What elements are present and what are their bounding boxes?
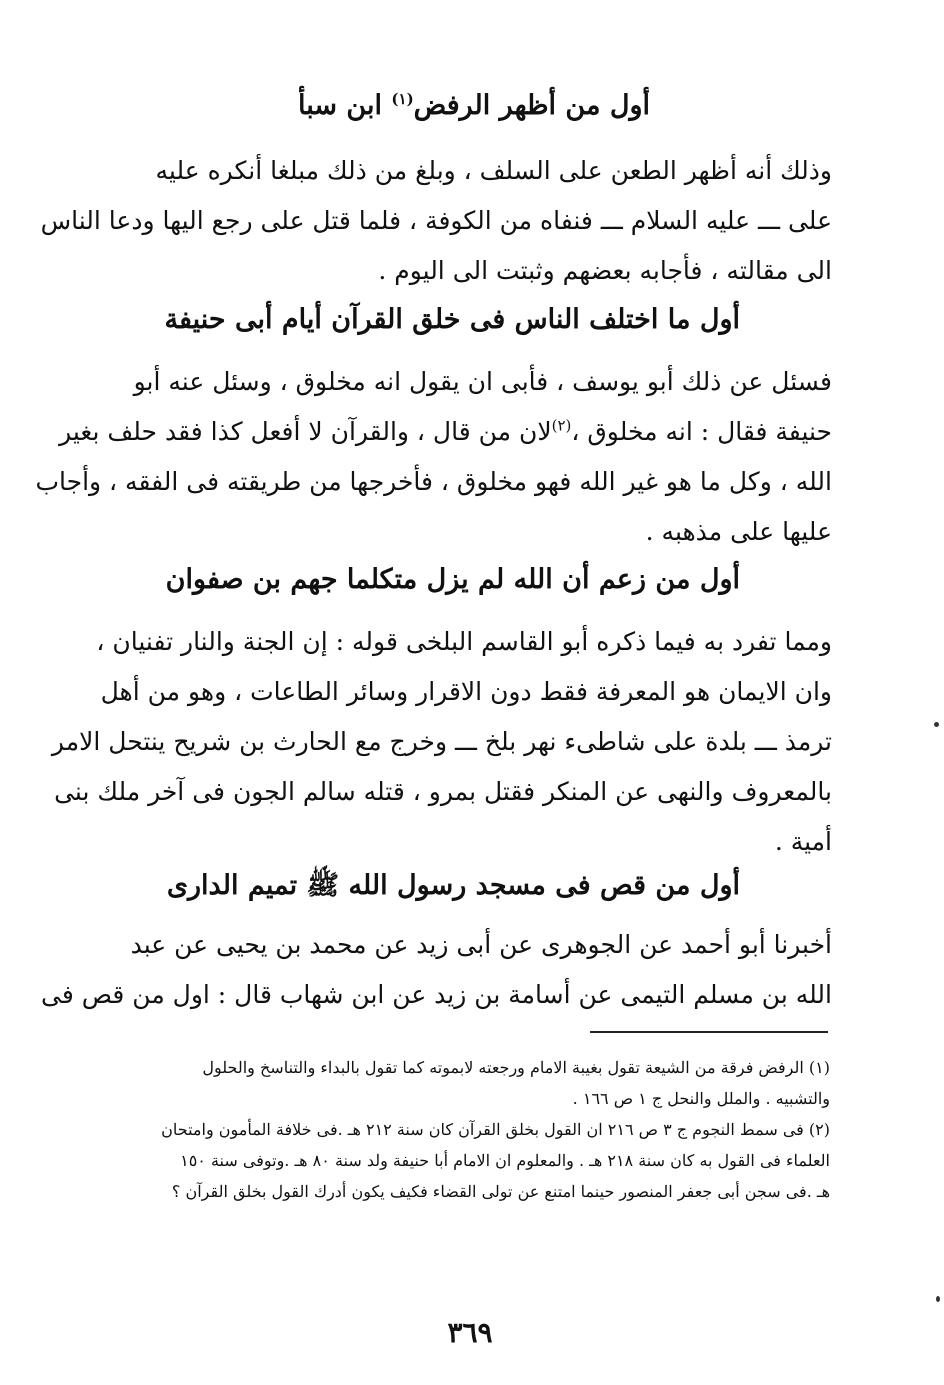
section-heading	[166, 866, 740, 906]
scan-speck	[936, 1296, 940, 1302]
heading-text: أول من قص فى مسجد رسول الله ﷺ تميم الدارى	[166, 870, 740, 901]
text-line: فسئل عن ذلك أبو يوسف ، فأبى ان يقول انه مخلوق ، وسئل عنه أبو	[133, 367, 832, 396]
footnote-line: (١) الرفض فرقة من الشيعة تقول بغيبة الامام ورجعته لابموته كما تقول بالبداء والتناسخ والحلول	[202, 1058, 830, 1077]
text-line: ومما تفرد به فيما ذكره أبو القاسم البلخى قوله : إن الجنة والنار تفنيان ،	[96, 627, 832, 656]
text-segment: حنيفة فقال : انه مخلوق ،	[571, 417, 832, 446]
text-line: على ـــ عليه السلام ـــ فنفاه من الكوفة ، فلما قتل على رجع اليها ودعا الناس	[40, 206, 832, 235]
text-line: عليها على مذهبه .	[645, 517, 832, 546]
section-heading	[164, 300, 740, 340]
paragraph	[40, 146, 832, 296]
paragraph	[51, 617, 832, 867]
text-line: الى مقالته ، فأجابه بعضهم وثبتت الى اليوم .	[378, 256, 832, 285]
heading-text: أول من زعم أن الله لم يزل متكلما جهم بن صفوان	[165, 564, 740, 595]
section-heading	[165, 560, 740, 600]
scan-speck	[934, 722, 939, 727]
paragraph	[35, 357, 832, 557]
footnote-marker: (٢)	[551, 416, 572, 435]
footnote-marker: (١)	[391, 90, 414, 108]
text-line: وان الايمان هو المعرفة فقط دون الاقرار وسائر الطاعات ، وهو من أهل	[100, 677, 832, 706]
heading-text: أول ما اختلف الناس فى خلق القرآن أيام أبى حنيفة	[164, 304, 740, 335]
heading-text-tail: ابن سبأ	[298, 90, 382, 121]
footnotes	[130, 1053, 830, 1208]
page-number: ٣٦٩	[447, 1316, 493, 1349]
footnote-divider	[590, 1031, 828, 1033]
footnote-line: والتشبيه . والملل والنحل ج ١ ص ١٦٦ .	[572, 1089, 830, 1108]
text-segment: لان من قال ، والقرآن لا أفعل كذا فقد حلف بغير	[59, 417, 552, 446]
paragraph	[41, 920, 832, 1020]
text-line: بالمعروف والنهى عن المنكر فقتل بمرو ، قتله سالم الجون فى آخر ملك بنى	[54, 777, 832, 806]
section-heading	[300, 86, 650, 126]
text-line	[59, 407, 832, 457]
footnote-line: (٢) فى سمط النجوم ج ٣ ص ٢١٦ ان القول بخلق القرآن كان سنة ٢١٢ هـ .فى خلافة المأمون وامتحان	[161, 1120, 830, 1139]
text-line: الله بن مسلم التيمى عن أسامة بن زيد عن ابن شهاب قال : اول من قص فى	[41, 980, 832, 1009]
text-line: ترمذ ـــ بلدة على شاطىء نهر بلخ ـــ وخرج مع الحارث بن شريح ينتحل الامر	[51, 727, 832, 756]
text-line: وذلك أنه أظهر الطعن على السلف ، وبلغ من ذلك مبلغا أنكره عليه	[155, 156, 832, 185]
text-line: أخبرنا أبو أحمد عن الجوهرى عن أبى زيد عن محمد بن يحيى عن عبد	[130, 930, 832, 959]
footnote-line: هـ .فى سجن أبى جعفر المنصور حينما امتنع عن تولى القضاء فكيف يكون أدرك القول بخلق القرآن ؟	[171, 1182, 830, 1201]
footnote-line: العلماء فى القول به كان سنة ٢١٨ هـ . والمعلوم ان الامام أبا حنيفة ولد سنة ٨٠ هـ .وتوفى سنة ١٥٠	[180, 1151, 830, 1170]
heading-text: أول من أظهر الرفض	[413, 90, 650, 121]
text-line: أمية .	[774, 827, 832, 856]
text-line: الله ، وكل ما هو غير الله فهو مخلوق ، فأخرجها من طريقته فى الفقه ، وأجاب	[35, 467, 832, 496]
